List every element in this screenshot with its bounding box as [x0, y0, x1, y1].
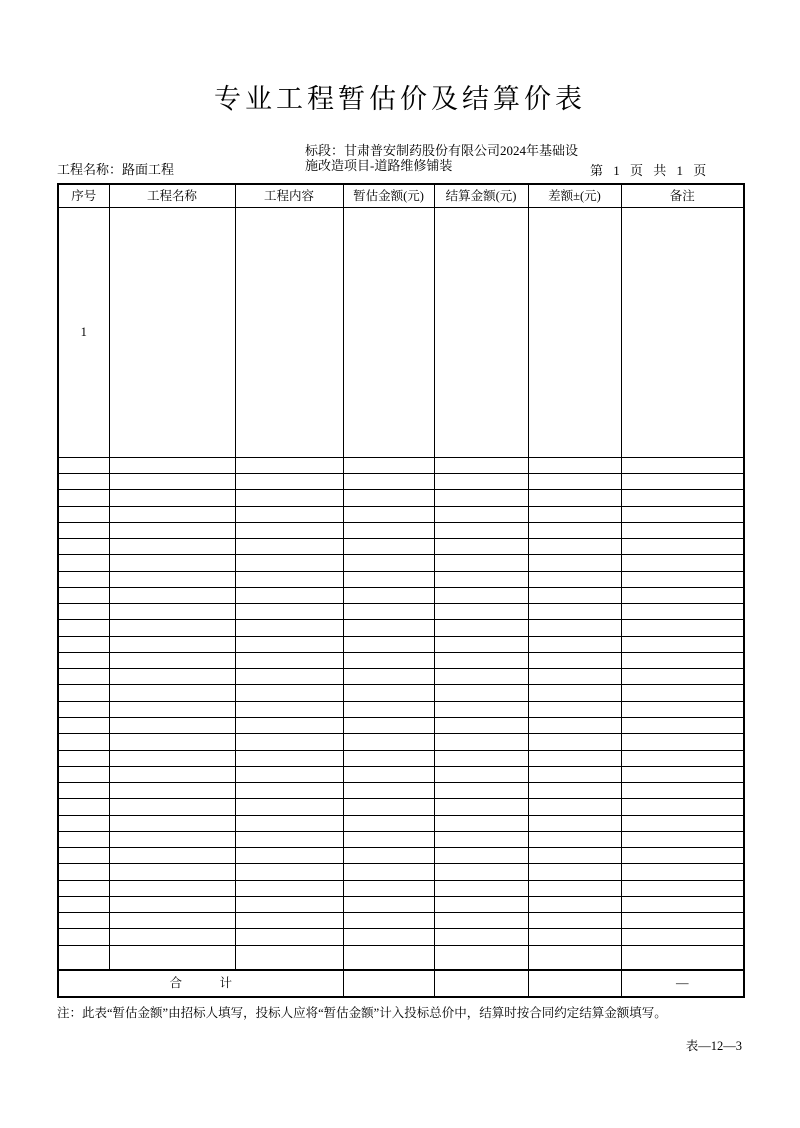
table-cell [343, 539, 434, 555]
table-cell [621, 587, 744, 603]
table-cell [58, 864, 109, 880]
table-cell [109, 457, 235, 473]
table-cell [343, 718, 434, 734]
table-cell [434, 539, 528, 555]
table-cell [58, 457, 109, 473]
table-cell [109, 734, 235, 750]
table-cell [343, 636, 434, 652]
table-cell [109, 522, 235, 538]
table-cell [528, 799, 621, 815]
table-cell [109, 945, 235, 970]
table-cell [528, 669, 621, 685]
table-cell [235, 701, 343, 717]
table-cell [109, 913, 235, 929]
total-row [58, 970, 744, 997]
table-cell [343, 848, 434, 864]
table-cell [528, 880, 621, 896]
table-cell [235, 766, 343, 782]
table-row [58, 848, 744, 864]
table-cell [528, 636, 621, 652]
table-row [58, 604, 744, 620]
table-row [58, 620, 744, 636]
table-cell [109, 848, 235, 864]
table-cell [343, 929, 434, 945]
table-cell [621, 945, 744, 970]
table-cell [235, 604, 343, 620]
table-cell [434, 913, 528, 929]
table-cell [528, 506, 621, 522]
table-cell [58, 604, 109, 620]
table-cell [235, 587, 343, 603]
table-cell [528, 766, 621, 782]
table-cell [621, 929, 744, 945]
table-cell [621, 766, 744, 782]
table-cell [621, 555, 744, 571]
table-cell [58, 555, 109, 571]
table-cell [434, 669, 528, 685]
table-cell [621, 831, 744, 847]
table-cell [434, 522, 528, 538]
table-cell [58, 539, 109, 555]
table-cell [528, 571, 621, 587]
table-cell [235, 848, 343, 864]
table-cell [58, 718, 109, 734]
table-row [58, 766, 744, 782]
table-cell [528, 474, 621, 490]
table-cell [343, 490, 434, 506]
table-cell [528, 750, 621, 766]
table-cell [621, 652, 744, 668]
table-cell [343, 701, 434, 717]
table-cell [434, 945, 528, 970]
table-cell [343, 571, 434, 587]
table-row [58, 522, 744, 538]
table-cell [434, 750, 528, 766]
table-cell [621, 750, 744, 766]
table-row [58, 457, 744, 473]
table-row [58, 571, 744, 587]
column-header: 暂估金额(元) [343, 184, 434, 207]
table-cell [621, 701, 744, 717]
table-cell [621, 604, 744, 620]
table-cell [58, 652, 109, 668]
table-cell [434, 685, 528, 701]
table-cell [434, 766, 528, 782]
table-cell [235, 815, 343, 831]
section-line2: 施改造项目-道路维修铺装 [305, 158, 453, 173]
table-cell [235, 522, 343, 538]
table-cell [434, 815, 528, 831]
table-cell [58, 474, 109, 490]
table-row [58, 701, 744, 717]
table-cell [528, 620, 621, 636]
table-cell [621, 685, 744, 701]
table-cell [621, 880, 744, 896]
table-cell [434, 783, 528, 799]
table-cell [343, 783, 434, 799]
table-cell [528, 522, 621, 538]
table-cell [621, 799, 744, 815]
table-cell [58, 783, 109, 799]
table-row [58, 636, 744, 652]
table-cell [343, 555, 434, 571]
total-label: 合 计 [58, 970, 343, 997]
table-cell [621, 815, 744, 831]
table-cell [434, 604, 528, 620]
table-row [58, 783, 744, 799]
table-cell [621, 522, 744, 538]
table-cell [58, 522, 109, 538]
table-cell [343, 652, 434, 668]
total-value-cell [528, 970, 621, 997]
table-cell [109, 864, 235, 880]
table-cell [109, 718, 235, 734]
table-cell [528, 490, 621, 506]
table-cell [58, 669, 109, 685]
table-row [58, 555, 744, 571]
table-cell [58, 929, 109, 945]
table-cell [528, 896, 621, 912]
table-row [58, 880, 744, 896]
table-cell [434, 799, 528, 815]
table-cell [621, 474, 744, 490]
table-cell [434, 490, 528, 506]
table-cell [235, 913, 343, 929]
table-cell [621, 457, 744, 473]
table-cell [58, 506, 109, 522]
table-cell [109, 685, 235, 701]
table-cell [235, 929, 343, 945]
table-cell [109, 766, 235, 782]
table-cell [109, 506, 235, 522]
table-cell [109, 815, 235, 831]
table-cell [434, 880, 528, 896]
table-cell [109, 207, 235, 457]
table-cell [235, 734, 343, 750]
table-cell [434, 929, 528, 945]
table-cell [343, 766, 434, 782]
table-cell [235, 571, 343, 587]
table-cell [343, 685, 434, 701]
table-cell [235, 539, 343, 555]
table-cell [235, 652, 343, 668]
project-name-label: 工程名称： [57, 162, 123, 177]
total-value-cell [434, 970, 528, 997]
column-header: 结算金额(元) [434, 184, 528, 207]
table-cell [109, 929, 235, 945]
column-header: 备注 [621, 184, 744, 207]
table-cell [109, 880, 235, 896]
table-row [58, 587, 744, 603]
table-cell [58, 734, 109, 750]
table-cell [109, 539, 235, 555]
table-cell [528, 783, 621, 799]
table-cell [434, 620, 528, 636]
table-cell [434, 474, 528, 490]
table-cell [58, 766, 109, 782]
table-cell [621, 864, 744, 880]
table-cell [109, 571, 235, 587]
table-cell [528, 913, 621, 929]
table-cell [109, 652, 235, 668]
section-line1: 标段：甘肃普安制药股份有限公司2024年基础设 [305, 143, 579, 158]
table-cell [434, 831, 528, 847]
table-cell [621, 636, 744, 652]
table-cell [58, 490, 109, 506]
column-header: 序号 [58, 184, 109, 207]
page-number-info: 第 1 页 共 1 页 [590, 163, 707, 178]
table-cell [58, 815, 109, 831]
page-title: 专业工程暂估价及结算价表 [214, 84, 586, 114]
table-cell [343, 587, 434, 603]
table-cell [343, 750, 434, 766]
table-cell [434, 207, 528, 457]
table-cell [621, 539, 744, 555]
table-cell [343, 945, 434, 970]
total-value-cell [343, 970, 434, 997]
table-cell [434, 457, 528, 473]
table-cell [434, 718, 528, 734]
total-remark: — [621, 970, 744, 997]
table-row [58, 896, 744, 912]
table-cell [343, 474, 434, 490]
table-cell [109, 896, 235, 912]
table-cell [621, 718, 744, 734]
table-cell [235, 669, 343, 685]
table-cell [434, 652, 528, 668]
table-cell [58, 831, 109, 847]
table-cell [235, 831, 343, 847]
table-cell [343, 896, 434, 912]
table-cell [109, 750, 235, 766]
table-cell [343, 207, 434, 457]
section-info [305, 143, 578, 173]
table-cell [235, 207, 343, 457]
table-cell [109, 555, 235, 571]
table-cell [58, 620, 109, 636]
table-cell [343, 864, 434, 880]
table-cell [109, 831, 235, 847]
table-cell [58, 848, 109, 864]
table-cell [621, 490, 744, 506]
table-cell [528, 864, 621, 880]
table-cell [528, 539, 621, 555]
table-cell [235, 636, 343, 652]
table-cell [434, 848, 528, 864]
table-cell [235, 685, 343, 701]
footnote: 注：此表“暂估金额”由招标人填写，投标人应将“暂估金额”计入投标总价中，结算时按合同约定结算金额填写。 [57, 1006, 667, 1020]
table-cell [58, 799, 109, 815]
table-cell [343, 799, 434, 815]
table-row [58, 685, 744, 701]
table-cell [235, 555, 343, 571]
table-cell [343, 913, 434, 929]
table-cell [235, 880, 343, 896]
table-cell [434, 896, 528, 912]
table-row [58, 913, 744, 929]
table-cell [621, 620, 744, 636]
table-cell [434, 636, 528, 652]
table-cell [528, 815, 621, 831]
table-cell [528, 207, 621, 457]
table-cell [235, 896, 343, 912]
table-cell [528, 848, 621, 864]
table-cell [235, 474, 343, 490]
table-cell [109, 490, 235, 506]
table-cell [528, 685, 621, 701]
table-cell [58, 880, 109, 896]
table-cell [621, 913, 744, 929]
table-cell [235, 490, 343, 506]
table-cell [621, 734, 744, 750]
table-cell [58, 750, 109, 766]
table-cell [434, 555, 528, 571]
table-cell [58, 913, 109, 929]
table-cell [109, 587, 235, 603]
table-cell [528, 587, 621, 603]
table-cell [343, 522, 434, 538]
table-row [58, 945, 744, 970]
table-cell [434, 506, 528, 522]
table-cell [235, 620, 343, 636]
table-row [58, 490, 744, 506]
table-row [58, 207, 744, 457]
table-cell [434, 571, 528, 587]
table-cell [235, 783, 343, 799]
table-cell [621, 571, 744, 587]
table-cell [58, 571, 109, 587]
table-cell [621, 669, 744, 685]
form-code: 表—12—3 [685, 1039, 742, 1053]
table-cell [109, 783, 235, 799]
table-cell [621, 207, 744, 457]
table-cell [343, 815, 434, 831]
table-cell [109, 636, 235, 652]
table-cell [235, 718, 343, 734]
column-header: 差额±(元) [528, 184, 621, 207]
table-row [58, 929, 744, 945]
table-cell [528, 734, 621, 750]
table-cell [528, 701, 621, 717]
table-row [58, 750, 744, 766]
table-row [58, 799, 744, 815]
table-row [58, 652, 744, 668]
column-header: 工程内容 [235, 184, 343, 207]
table-cell [343, 831, 434, 847]
table-cell [621, 506, 744, 522]
table-cell [235, 457, 343, 473]
table-row [58, 506, 744, 522]
table-cell [343, 506, 434, 522]
table-cell [109, 604, 235, 620]
table-cell [235, 864, 343, 880]
table-cell [528, 555, 621, 571]
table-cell [109, 620, 235, 636]
column-header: 工程名称 [109, 184, 235, 207]
table-cell [528, 929, 621, 945]
table-cell [235, 799, 343, 815]
table-header-row [58, 184, 744, 207]
table-row [58, 864, 744, 880]
table-cell [528, 831, 621, 847]
table-row [58, 734, 744, 750]
table-row [58, 474, 744, 490]
table-cell [343, 880, 434, 896]
table-cell [528, 652, 621, 668]
table-cell [58, 896, 109, 912]
project-name [57, 159, 174, 178]
table-cell [235, 750, 343, 766]
table-cell [528, 457, 621, 473]
table-cell [343, 457, 434, 473]
table-cell [58, 701, 109, 717]
table-cell [58, 945, 109, 970]
table-cell [434, 864, 528, 880]
table-cell [109, 669, 235, 685]
table-row [58, 539, 744, 555]
table-cell [343, 604, 434, 620]
table-cell [235, 506, 343, 522]
table-cell: 1 [58, 207, 109, 457]
table-cell [434, 587, 528, 603]
table-cell [621, 848, 744, 864]
estimate-settlement-table [57, 183, 745, 998]
table-cell [58, 587, 109, 603]
table-cell [621, 783, 744, 799]
table-cell [109, 701, 235, 717]
table-cell [528, 718, 621, 734]
table-cell [621, 896, 744, 912]
table-cell [528, 604, 621, 620]
table-cell [434, 734, 528, 750]
table-row [58, 831, 744, 847]
table-row [58, 815, 744, 831]
table-cell [343, 669, 434, 685]
table-row [58, 669, 744, 685]
table-cell [235, 945, 343, 970]
table-cell [109, 799, 235, 815]
table-cell [58, 685, 109, 701]
table-row [58, 718, 744, 734]
table-cell [434, 701, 528, 717]
table-cell [343, 734, 434, 750]
table-cell [343, 620, 434, 636]
table-cell [528, 945, 621, 970]
table-cell [109, 474, 235, 490]
project-name-value: 路面工程 [122, 162, 175, 177]
table-cell [58, 636, 109, 652]
